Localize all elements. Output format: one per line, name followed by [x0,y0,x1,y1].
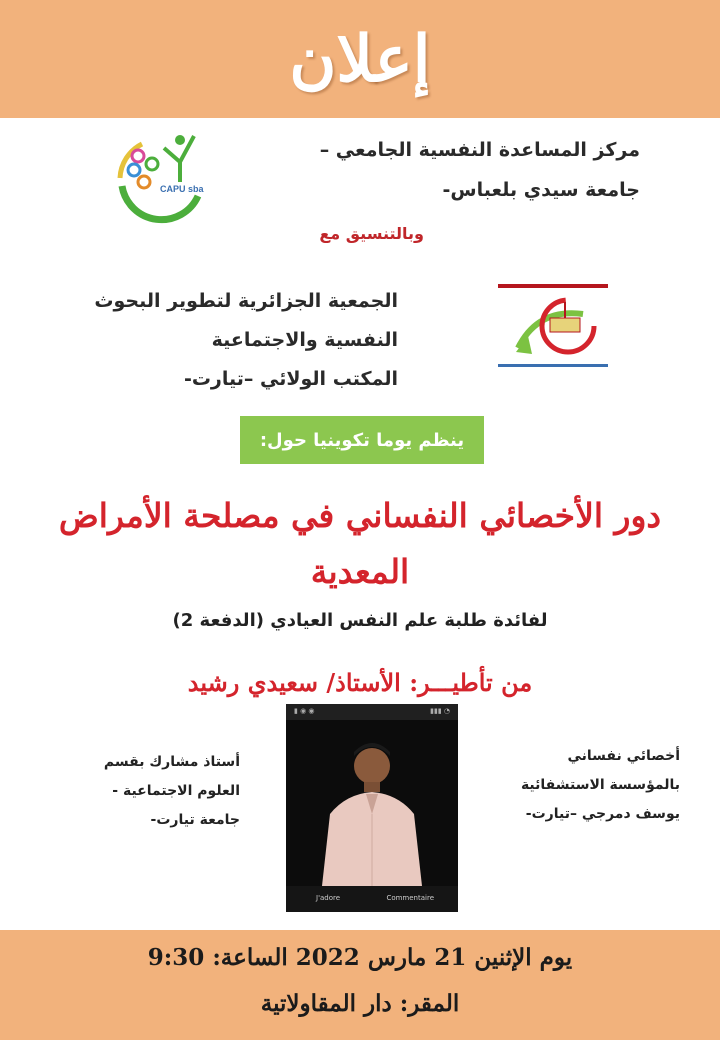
photo-like-label: J'adore [316,894,341,902]
supervisor-affiliation-right [480,742,680,829]
right-info-line-1: أخصائي نفساني [567,748,680,764]
beneficiaries-text: لفائدة طلبة علم النفس العيادي (الدفعة 2) [172,610,548,631]
phone-status-bar: ▮ ◉ ◉ ▮▮▮ ◔ [286,704,458,720]
header-band [0,0,720,118]
organizer-line-2: جامعة سيدي بلعباس- [442,179,640,201]
supervisor-text: من تأطيـــر: الأستاذ/ سعيدي رشيد [187,668,533,697]
association-line-3: المكتب الولائي –تيارت- [183,368,398,390]
event-title-line-1: دور الأخصائي النفساني في مصلحة الأمراض [58,496,662,535]
association-line-2: النفسية والاجتماعية [211,329,398,351]
event-title-line-2: المعدية [310,552,410,591]
photo-comment-label: Commentaire [386,894,434,902]
organizer-block [220,130,640,210]
capu-logo-text: CAPU sba [160,184,204,194]
association-block [58,282,398,399]
event-intro-banner: ينظم يوما تكوينيا حول: [240,416,484,464]
announcement-title: إعلان [289,21,431,97]
coordination-label: وبالتنسيق مع [319,224,424,243]
event-title [40,488,680,600]
left-info-line-1: أستاذ مشارك بقسم [103,754,240,770]
event-date: يوم الإثنين 21 مارس 2022 الساعة: 9:30 [147,944,573,971]
right-info-line-2: بالمؤسسة الاستشفائية [520,777,680,793]
supervisor-photo [286,704,458,912]
person-photo-icon [286,704,458,912]
capu-logo [102,126,212,226]
organizer-line-1: مركز المساعدة النفسية الجامعي – [319,139,640,161]
supervisor-affiliation-left [70,748,240,835]
event-venue: المقر: دار المقاولاتية [260,990,460,1017]
association-line-1: الجمعية الجزائرية لتطوير البحوث [94,290,398,312]
left-info-line-2: العلوم الاجتماعية - [112,783,240,799]
right-info-line-3: يوسف دمرجي –تيارت- [525,806,680,822]
left-info-line-3: جامعة تيارت- [150,812,240,828]
association-logo [488,278,618,378]
phone-action-bar [286,886,458,912]
